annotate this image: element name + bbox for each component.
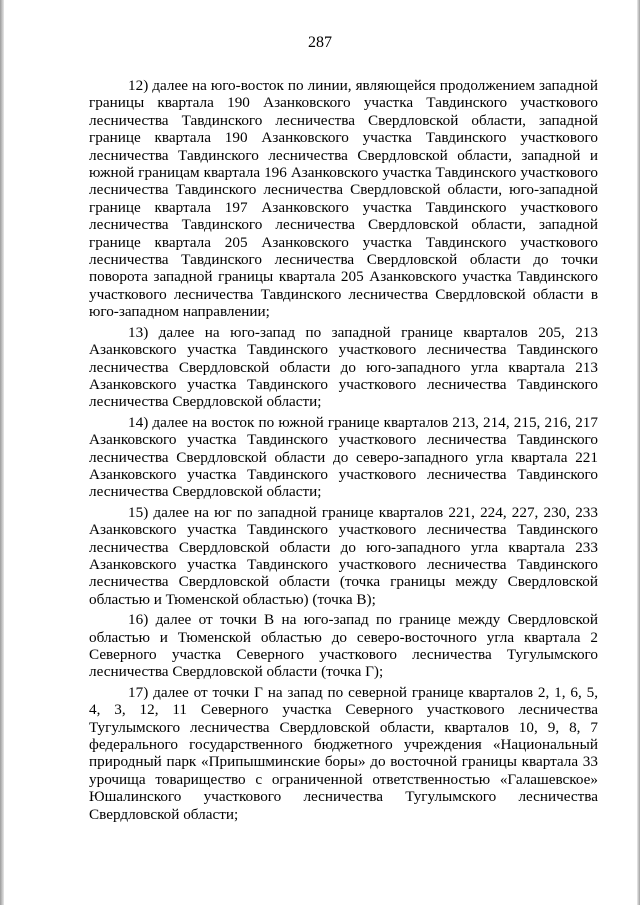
- paragraph-15: 15) далее на юг по западной границе кварталов 221, 224, 227, 230, 233 Азанковского участка Тавдинского участкового лесничества Тавдинского лесничества Свердловской области до юго-западного угла квартала 233 Азанковского участка Тавдинского участкового лесничества Тавдинского лесничества Свердловской области (точка границы между Свердловской областью и Тюменской областью) (точка В);: [89, 503, 598, 608]
- paragraph-17: 17) далее от точки Г на запад по северной границе кварталов 2, 1, 6, 5, 4, 3, 12, 11 Северного участка Северного участкового лесничества Тугулымского лесничества Свердловской области, кварталов 10, 9, 8, 7 федерального государственного бюджетного учреждения «Национальный природный парк «Припышминские боры» до восточной границы квартала 33 урочища товарищество с ограниченной ответственностью «Галашевское» Юшалинского участкового лесничества Тугулымского лесничества Свердловской области;: [89, 683, 598, 823]
- paragraph-16: 16) далее от точки В на юго-запад по границе между Свердловской областью и Тюменской областью до северо-восточного угла квартала 2 Северного участка Северного участкового лесничества Тугулымского лесничества Свердловской области (точка Г);: [89, 611, 598, 681]
- paragraph-13: 13) далее на юго-запад по западной границе кварталов 205, 213 Азанковского участка Тавдинского участкового лесничества Тавдинского лесничества Свердловской области до юго-западного угла квартала 213 Азанковского участка Тавдинского участкового лесничества Тавдинского лесничества Свердловской области;: [89, 323, 598, 411]
- document-body: [89, 77, 598, 826]
- paragraph-14: 14) далее на восток по южной границе кварталов 213, 214, 215, 216, 217 Азанковского участка Тавдинского участкового лесничества Тавдинского лесничества Свердловской области до северо-западного угла квартала 221 Азанковского участка Тавдинского участкового лесничества Тавдинского лесничества Свердловской области;: [89, 413, 598, 501]
- paragraph-12: 12) далее на юго-восток по линии, являющейся продолжением западной границы квартала 190 Азанковского участка Тавдинского участкового лесничества Тавдинского лесничества Свердловской области, западной границе квартала 190 Азанковского участка Тавдинского участкового лесничества Тавдинского лесничества Свердловской области, западной и южной границам квартала 196 Азанковского участка Тавдинского участкового лесничества Тавдинского лесничества Свердловской области, юго-западной границе квартала 197 Азанковского участка Тавдинского участкового лесничества Тавдинского лесничества Свердловской области, западной границе квартала 205 Азанковского участка Тавдинского участкового лесничества Тавдинского лесничества Свердловской области до точки поворота западной границы квартала 205 Азанковского участка Тавдинского участкового лесничества Тавдинского лесничества Свердловской области в юго-западном направлении;: [89, 77, 598, 321]
- page-number: 287: [308, 34, 332, 51]
- scan-edge-left: [0, 0, 4, 905]
